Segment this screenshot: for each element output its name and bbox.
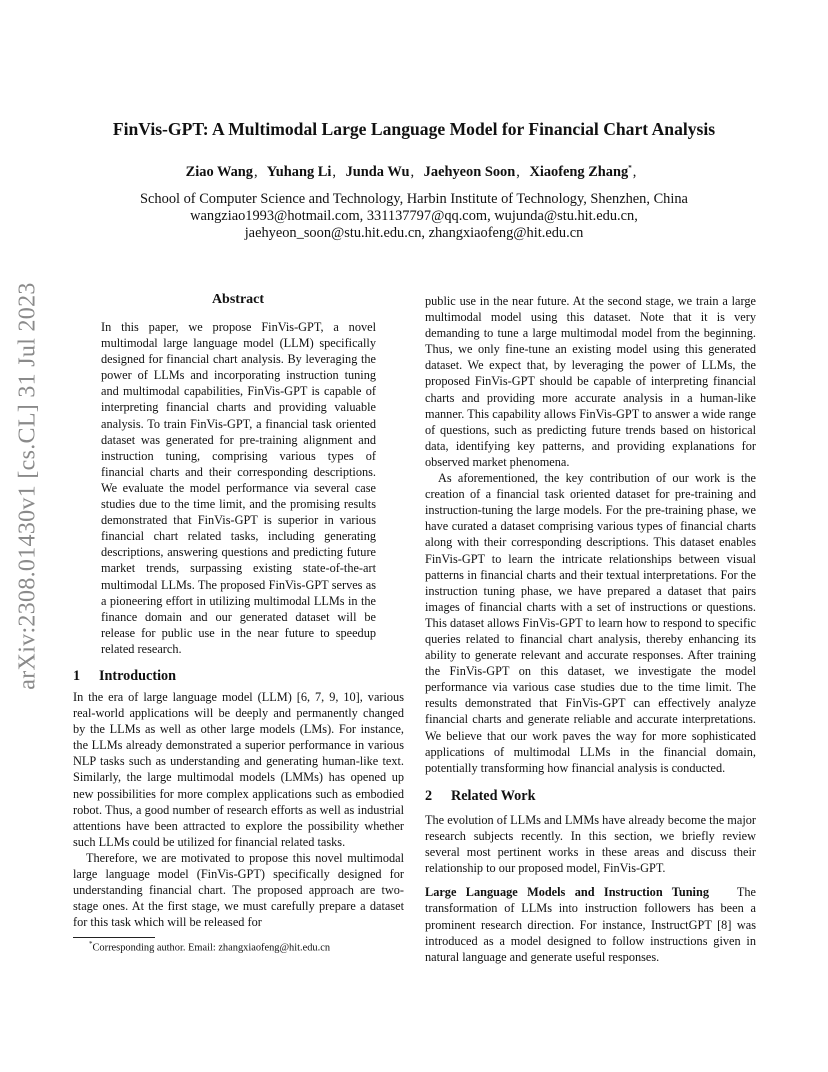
paragraph: As aforementioned, the key contribution of our work is the creation of a financial task oriented dataset for pre-training and instruction-tuning the large models. For the pre-training phase, we have curated a dataset comprising various types of financial charts along with their corresponding descriptions. This dataset enables FinVis-GPT to learn the intricate relationships between visual patterns in financial charts and their textual interpretations. For the instruction tuning phase, we have prepared a dataset that pairs images of financial charts with a set of instructions or questions. This dataset allows FinVis-GPT to learn how to respond to specific queries related to financial chart analysis, thereby enhancing its ability to generate relevant and accurate responses. After training the FinVis-GPT on this dataset, we investigate the model performance via various case studies due to the time limit. The results demonstrated that FinVis-GPT can effectively analyze financial charts and generate reliable and accurate interpretations. We believe that our work paves the way for more sophisticated applications of multimodal LLMs in the financial domain, potentially transforming how financial analysis is conducted.: [425, 471, 756, 775]
arxiv-sidebar: [8, 282, 48, 690]
related-work-text: [425, 812, 756, 965]
abstract-heading: Abstract: [211, 292, 265, 307]
section-heading-introduction: [73, 668, 176, 685]
author-name: Jaehyeon Soon: [423, 164, 516, 180]
paragraph: The evolution of LLMs and LMMs have already become the major research subjects recently. In this section, we briefly review several most pertinent works in these areas and discuss their relationship to our proposed model, FinVis-GPT.: [425, 813, 756, 876]
affiliation-block: [0, 191, 828, 242]
author-name: Junda Wu: [345, 164, 410, 180]
intro-left-column: [73, 689, 404, 930]
author-name: Xiaofeng Zhang: [529, 164, 629, 180]
section-number: 2: [425, 788, 433, 804]
footnote-rule: [73, 937, 155, 938]
paragraph: Therefore, we are motivated to propose this novel multimodal large language model (FinVis-GPT) specifically designed for understanding financial chart. The proposed approach are two-stage ones. At the first stage, we must carefully prepare a dataset for this task which will be released for: [73, 850, 404, 930]
corresponding-mark: *: [628, 164, 632, 173]
footnote-mark: *: [89, 940, 93, 948]
section-title: Introduction: [99, 668, 176, 684]
author-list: Ziao Wang, Yuhang Li, Junda Wu, Jaehyeon Soon, Xiaofeng Zhang*,: [185, 164, 637, 180]
arxiv-id: arXiv:2308.01430v1 [cs.CL] 31 Jul 2023: [14, 282, 41, 690]
footnote-text: Corresponding author. Email: zhangxiaofeng@hit.edu.cn: [92, 942, 331, 954]
paragraph: [425, 884, 756, 964]
paper-title: FinVis-GPT: A Multimodal Large Language Model for Financial Chart Analysis: [112, 119, 716, 139]
section-heading-related-work: [425, 788, 535, 805]
affiliation: School of Computer Science and Technology, Harbin Institute of Technology, Shenzhen, China: [140, 191, 688, 207]
paragraph: In the era of large language model (LLM) [6, 7, 9, 10], various real-world applications will be deeply and permanently changed by the LLMs as well as other large models (LMs). For instance, the LLMs already demonstrated a superior performance in various NLP tasks such as understanding and generating human-like text. Similarly, the large multimodal models (LMMs) has opened up new possibilities for more complex applications such as embodied robot. Thus, a good number of research efforts as well as industrial attentions have been attracted to explore the possibility whether such LLMs could be utilized for financial related tasks.: [73, 690, 404, 849]
author-name: Yuhang Li: [266, 164, 332, 180]
author-name: Ziao Wang: [185, 164, 253, 180]
email-line: jaehyeon_soon@stu.hit.edu.cn, zhangxiaofeng@hit.edu.cn: [244, 225, 584, 241]
abstract-text: In this paper, we propose FinVis-GPT, a novel multimodal large language model (LLM) specifically designed for financial chart analysis. By leveraging the power of LLMs and incorporating instruction tuning and multimodal capabilities, FinVis-GPT is capable of interpreting financial charts and providing valuable analysis. To train FinVis-GPT, a financial task oriented dataset was generated for pre-training alignment and instruction tuning, comprising various types of financial charts and their corresponding descriptions. We evaluate the model performance via several case studies due to the time limit, and the promising results demonstrated that FinVis-GPT is superior in various financial chart related tasks, including generating descriptions, answering questions and predicting future market trends, surpassing existing state-of-the-art multimodal LLMs. The proposed FinVis-GPT serves as a pioneering effort in utilizing multimodal LLMs in the finance domain and our generated dataset will be release for public use in the near future to speedup related research.: [101, 320, 376, 656]
section-number: 1: [73, 668, 81, 684]
section-title: Related Work: [451, 788, 536, 804]
paragraph-runin-heading: Large Language Models and Instruction Tuning: [425, 885, 709, 900]
footnote: [89, 940, 330, 953]
intro-right-column: [425, 293, 756, 776]
paragraph-text: The transformation of LLMs into instruction followers has been a prominent research direction. For instance, InstructGPT [8] was introduced as a model designed to follow instructions given in natural language and generate useful responses.: [425, 885, 756, 964]
paragraph: public use in the near future. At the second stage, we train a large multimodal model using this dataset. Note that it is very demanding to tune a large multimodal model from the beginning. Thus, we only fine-tune an existing model using this generated dataset. We expect that, by leveraging the power of LLMs, the proposed FinVis-GPT should be capable of interpreting financial charts and providing more accurate analysis in a human-like manner. This capability allows FinVis-GPT to answer a wide range of questions, such as predicting future trends based on historical data, identifying key patterns, and providing explanations for observed market phenomena.: [425, 294, 756, 469]
email-line: wangziao1993@hotmail.com, 331137797@qq.com, wujunda@stu.hit.edu.cn,: [190, 208, 638, 224]
